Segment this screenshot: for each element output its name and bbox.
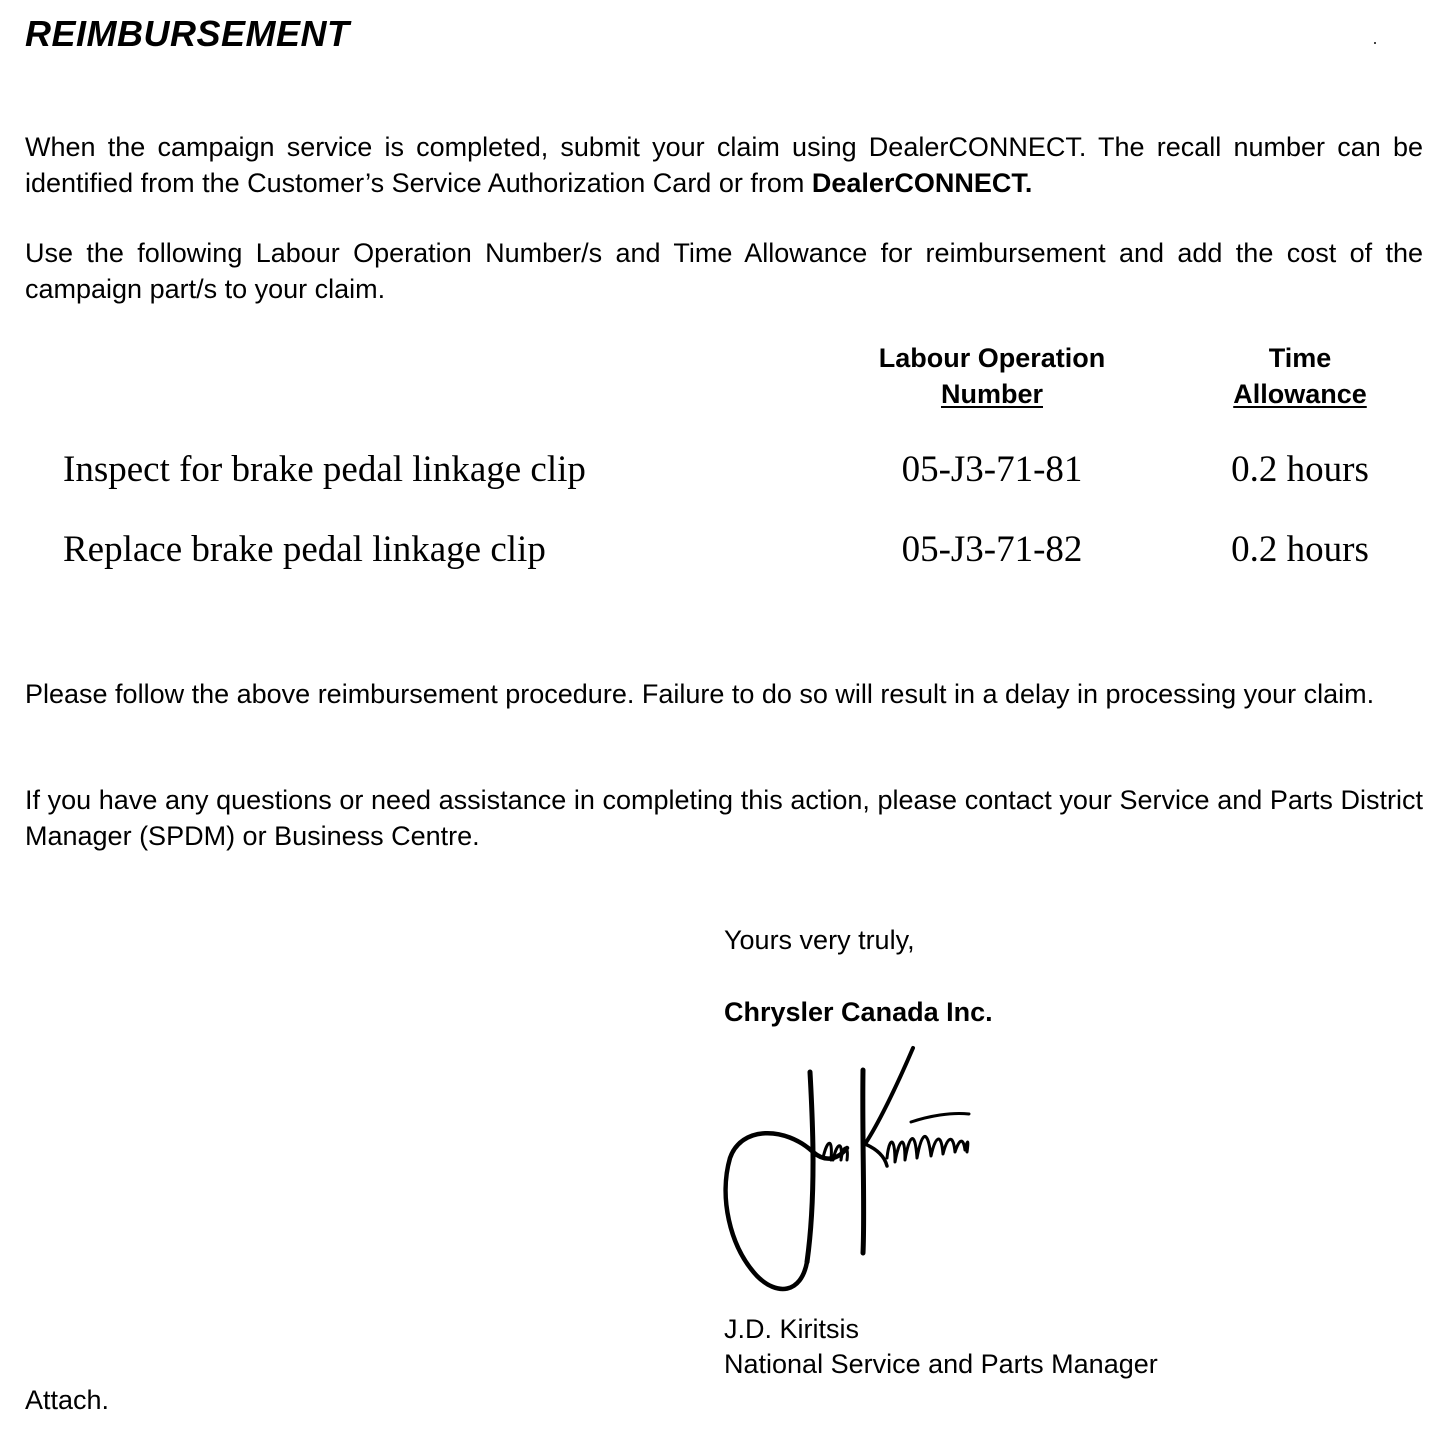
paragraph-submit-claim-text: When the campaign service is completed, submit your claim using DealerCONNECT. The recall number can be identified from the Customer’s Service Authorization Card or from bbox=[25, 132, 1423, 198]
column-header-time-allowance bbox=[1200, 341, 1400, 412]
signature-j-loop bbox=[726, 1133, 847, 1289]
signature-k-arm-upper bbox=[865, 1048, 913, 1144]
paragraph-questions: If you have any questions or need assistance in completing this action, please contact your Service and Parts District Manager (SPDM) or Business Centre. bbox=[25, 785, 1423, 851]
closing-salutation: Yours very truly, bbox=[724, 925, 915, 955]
closing-company: Chrysler Canada Inc. bbox=[724, 997, 993, 1027]
table-row-1-description: Inspect for brake pedal linkage clip bbox=[63, 449, 586, 490]
paragraph-follow-procedure: Please follow the above reimbursement procedure. Failure to do so will result in a delay in processing your claim. bbox=[25, 679, 1375, 709]
table-row-2-number: 05-J3-71-82 bbox=[901, 529, 1083, 570]
paragraph-labour-operation: Use the following Labour Operation Number/s and Time Allowance for reimbursement and add the cost of the campaign part/s to your claim. bbox=[25, 238, 1423, 304]
signature-t-cross bbox=[911, 1113, 969, 1122]
signer-title: National Service and Parts Manager bbox=[724, 1349, 1158, 1379]
column-header-time-line1: Time bbox=[1268, 343, 1332, 373]
table-row-1-time: 0.2 hours bbox=[1231, 449, 1369, 490]
signature-iritsis bbox=[887, 1136, 968, 1162]
column-header-time-line2: Allowance bbox=[1233, 378, 1367, 409]
dealerconnect-emphasis: DealerCONNECT. bbox=[811, 167, 1033, 198]
paragraph-submit-claim bbox=[25, 130, 1423, 201]
signer-name: J.D. Kiritsis bbox=[724, 1314, 859, 1344]
signature-k-stem bbox=[863, 1070, 864, 1253]
page-title: REIMBURSEMENT bbox=[25, 13, 350, 54]
column-header-labour-line1: Labour Operation bbox=[878, 343, 1106, 373]
table-row-1-number: 05-J3-71-81 bbox=[901, 449, 1083, 490]
column-header-labour-line2: Number bbox=[940, 378, 1043, 409]
table-row-2-time: 0.2 hours bbox=[1231, 529, 1369, 570]
handwritten-signature bbox=[715, 1040, 985, 1300]
table-row-2-description: Replace brake pedal linkage clip bbox=[63, 529, 546, 570]
attachment-note: Attach. bbox=[25, 1385, 110, 1415]
signature-j-stem bbox=[807, 1072, 813, 1262]
column-header-labour-operation bbox=[852, 341, 1132, 412]
signature-k-arm-lower bbox=[865, 1144, 887, 1166]
scan-speck bbox=[1374, 42, 1376, 44]
